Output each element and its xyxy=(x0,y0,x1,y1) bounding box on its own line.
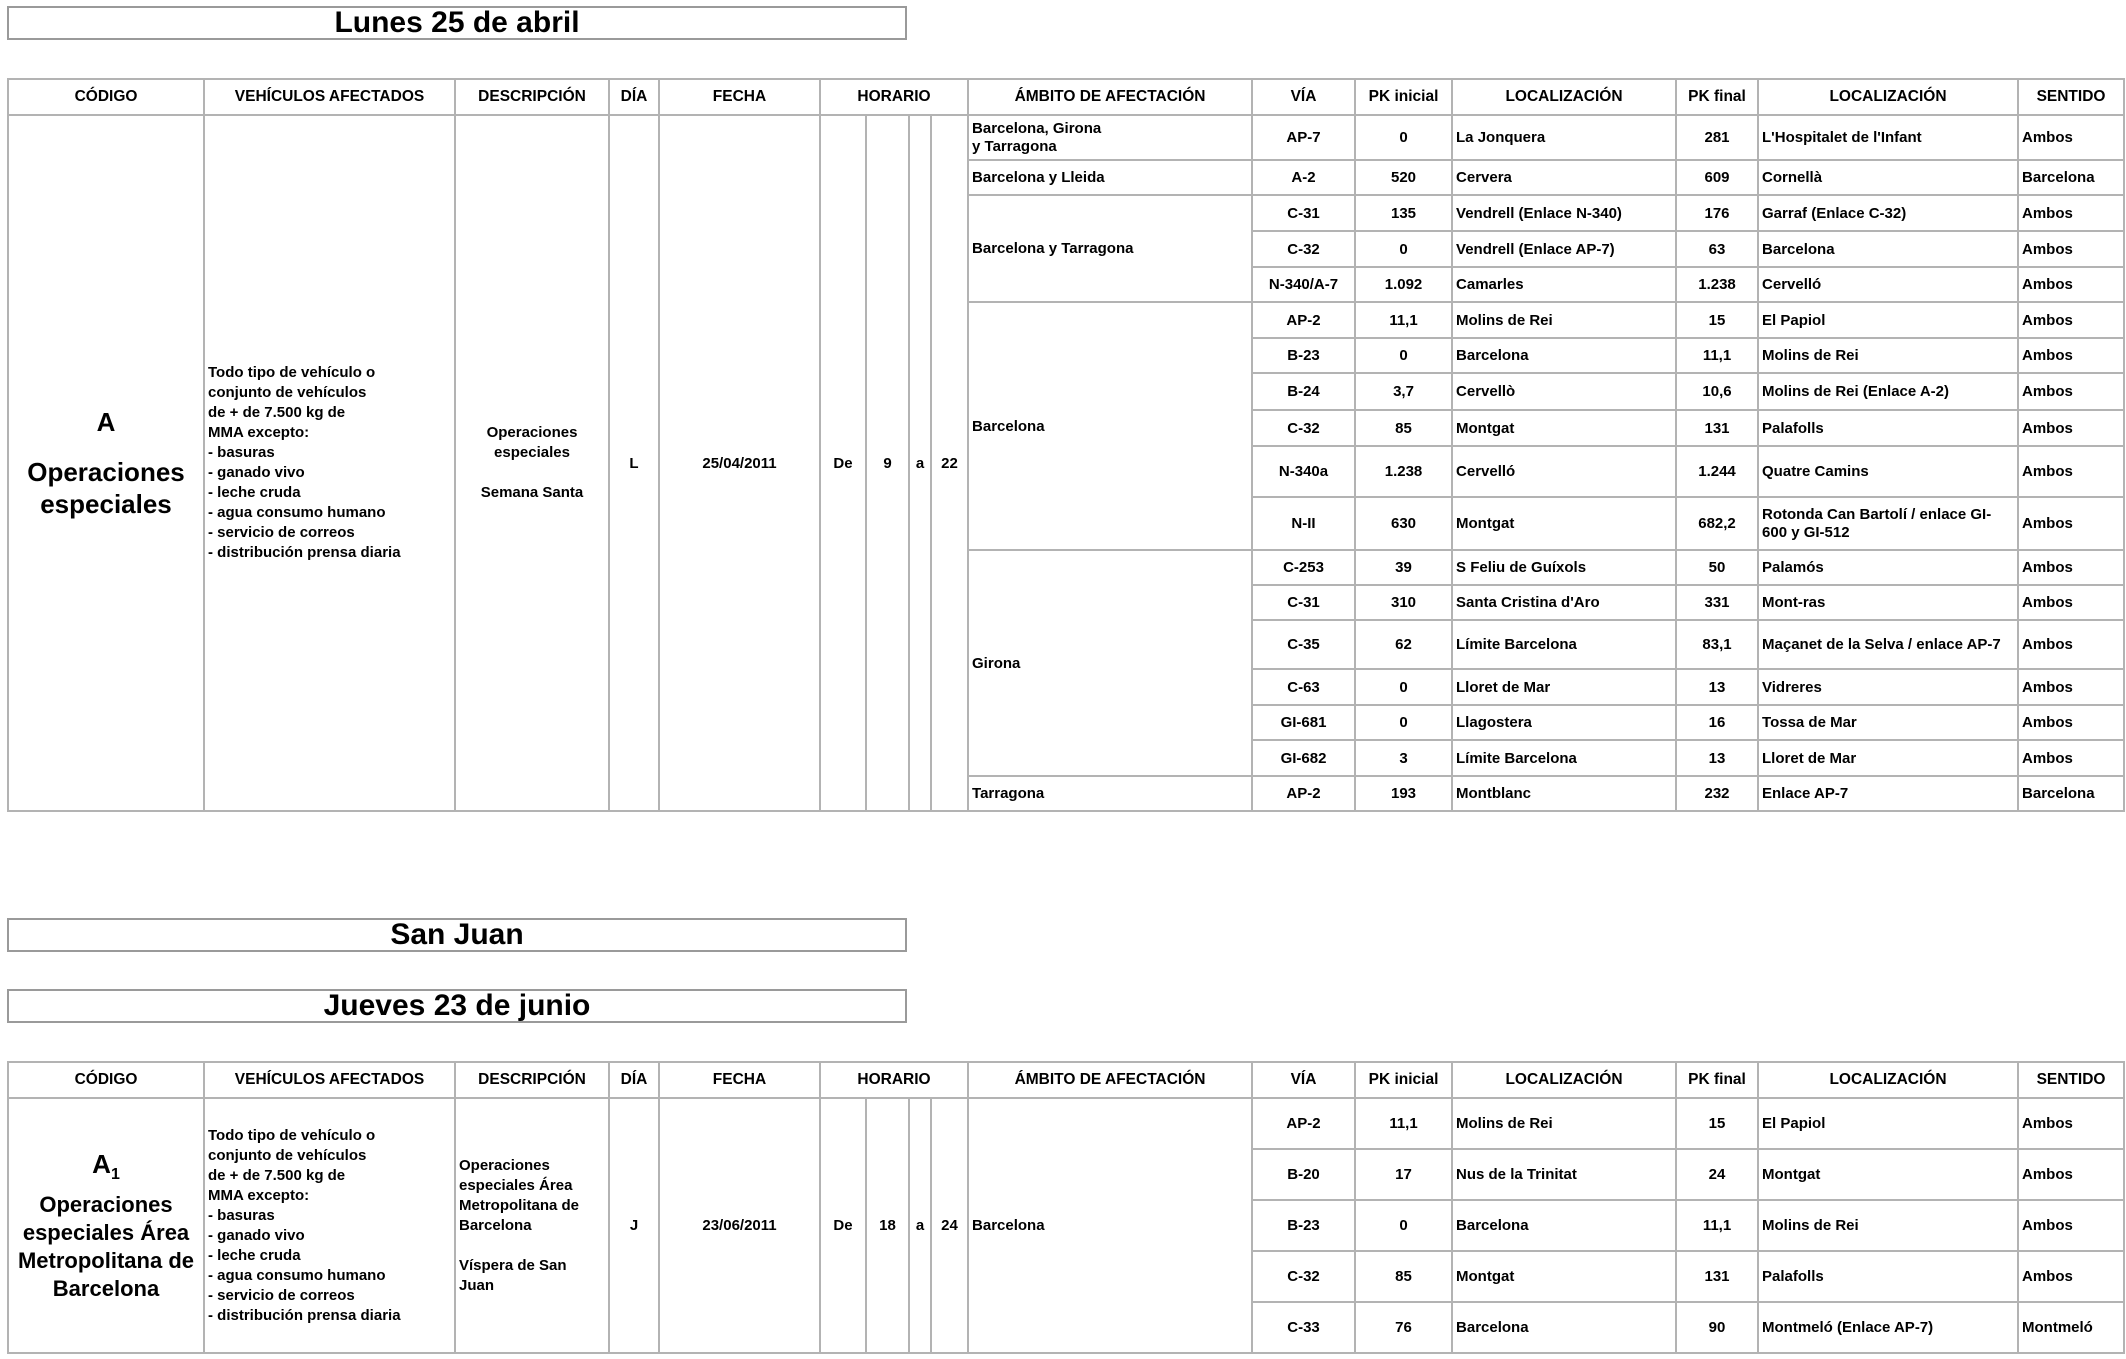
code-cell xyxy=(8,1098,204,1353)
from-hour: 18 xyxy=(866,1098,909,1353)
code-letter: A xyxy=(96,407,116,437)
header-localizacion-final: LOCALIZACIÓN xyxy=(1758,79,2018,115)
location-start-cell: Cervera xyxy=(1452,160,1676,195)
location-end-cell: Montgat xyxy=(1758,1149,2018,1200)
location-end-cell: Vidreres xyxy=(1758,669,2018,705)
header-pk-final: PK final xyxy=(1676,79,1758,115)
header-localizacion-inicial: LOCALIZACIÓN xyxy=(1452,79,1676,115)
header-codigo: CÓDIGO xyxy=(8,1062,204,1098)
pk-end-cell: 131 xyxy=(1676,410,1758,446)
location-start-cell: Lloret de Mar xyxy=(1452,669,1676,705)
pk-start-cell: 17 xyxy=(1355,1149,1452,1200)
via-cell: B-24 xyxy=(1252,373,1355,410)
direction-cell: Ambos xyxy=(2018,585,2124,620)
restriction-table xyxy=(7,78,2125,812)
pk-end-cell: 90 xyxy=(1676,1302,1758,1353)
day-cell: L xyxy=(609,115,659,811)
scope-cell: Barcelona y Tarragona xyxy=(968,195,1252,302)
header-pk-inicial: PK inicial xyxy=(1355,79,1452,115)
pk-start-cell: 310 xyxy=(1355,585,1452,620)
pk-start-cell: 135 xyxy=(1355,195,1452,231)
via-cell: C-32 xyxy=(1252,1251,1355,1302)
header-fecha: FECHA xyxy=(659,1062,820,1098)
via-cell: N-340/A-7 xyxy=(1252,267,1355,302)
pk-end-cell: 24 xyxy=(1676,1149,1758,1200)
header-localizacion-inicial: LOCALIZACIÓN xyxy=(1452,1062,1676,1098)
pk-end-cell: 15 xyxy=(1676,302,1758,338)
direction-cell: Ambos xyxy=(2018,302,2124,338)
scope-cell: Barcelona xyxy=(968,302,1252,550)
pk-start-cell: 62 xyxy=(1355,620,1452,669)
location-end-cell: Cornellà xyxy=(1758,160,2018,195)
location-end-cell: L'Hospitalet de l'Infant xyxy=(1758,115,2018,160)
location-end-cell: Mont-ras xyxy=(1758,585,2018,620)
location-start-cell: Santa Cristina d'Aro xyxy=(1452,585,1676,620)
scope-cell: Tarragona xyxy=(968,776,1252,811)
section-title: Lunes 25 de abril xyxy=(7,6,907,40)
pk-end-cell: 15 xyxy=(1676,1098,1758,1149)
via-cell: C-33 xyxy=(1252,1302,1355,1353)
via-cell: C-32 xyxy=(1252,410,1355,446)
pk-end-cell: 682,2 xyxy=(1676,497,1758,550)
header-sentido: SENTIDO xyxy=(2018,79,2124,115)
table-row xyxy=(8,115,2124,160)
pk-end-cell: 131 xyxy=(1676,1251,1758,1302)
pk-start-cell: 3 xyxy=(1355,740,1452,776)
location-start-cell: Montgat xyxy=(1452,1251,1676,1302)
code-name: Operaciones especiales xyxy=(27,457,185,519)
via-cell: AP-2 xyxy=(1252,1098,1355,1149)
location-end-cell: Cervelló xyxy=(1758,267,2018,302)
direction-cell: Ambos xyxy=(2018,373,2124,410)
location-start-cell: Camarles xyxy=(1452,267,1676,302)
direction-cell: Ambos xyxy=(2018,267,2124,302)
pk-end-cell: 13 xyxy=(1676,669,1758,705)
pk-end-cell: 11,1 xyxy=(1676,338,1758,373)
table-header-row xyxy=(8,79,2124,115)
to-hour: 22 xyxy=(931,115,968,811)
pk-start-cell: 0 xyxy=(1355,669,1452,705)
header-vehiculos: VEHÍCULOS AFECTADOS xyxy=(204,1062,455,1098)
location-end-cell: El Papiol xyxy=(1758,302,2018,338)
location-start-cell: S Feliu de Guíxols xyxy=(1452,550,1676,585)
header-ambito: ÁMBITO DE AFECTACIÓN xyxy=(968,79,1252,115)
location-end-cell: Molins de Rei xyxy=(1758,338,2018,373)
from-label: De xyxy=(820,115,866,811)
to-hour: 24 xyxy=(931,1098,968,1353)
direction-cell: Barcelona xyxy=(2018,160,2124,195)
header-sentido: SENTIDO xyxy=(2018,1062,2124,1098)
header-pk-final: PK final xyxy=(1676,1062,1758,1098)
header-horario: HORARIO xyxy=(820,79,968,115)
location-end-cell: Maçanet de la Selva / enlace AP-7 xyxy=(1758,620,2018,669)
restriction-table xyxy=(7,1061,2125,1354)
direction-cell: Ambos xyxy=(2018,1200,2124,1251)
code-letter: $A_1$ xyxy=(92,1148,120,1184)
day-cell: J xyxy=(609,1098,659,1353)
pk-end-cell: 83,1 xyxy=(1676,620,1758,669)
location-start-cell: Barcelona xyxy=(1452,338,1676,373)
pk-end-cell: 63 xyxy=(1676,231,1758,267)
location-start-cell: Cervellò xyxy=(1452,373,1676,410)
via-cell: N-II xyxy=(1252,497,1355,550)
location-start-cell: Montgat xyxy=(1452,410,1676,446)
location-end-cell: Molins de Rei xyxy=(1758,1200,2018,1251)
location-start-cell: Cervelló xyxy=(1452,446,1676,497)
section-title: Jueves 23 de junio xyxy=(7,989,907,1023)
pk-end-cell: 1.238 xyxy=(1676,267,1758,302)
direction-cell: Ambos xyxy=(2018,620,2124,669)
header-localizacion-final: LOCALIZACIÓN xyxy=(1758,1062,2018,1098)
pk-start-cell: 3,7 xyxy=(1355,373,1452,410)
pk-end-cell: 13 xyxy=(1676,740,1758,776)
location-end-cell: Palamós xyxy=(1758,550,2018,585)
pk-start-cell: 1.092 xyxy=(1355,267,1452,302)
scope-cell: Girona xyxy=(968,550,1252,776)
vehicles-cell: Todo tipo de vehículo o conjunto de vehículos de + de 7.500 kg de MMA excepto: - basuras - ganado vivo - leche cruda - agua consumo humano - servicio de correos - distribución prensa diaria xyxy=(204,1098,455,1353)
pk-start-cell: 85 xyxy=(1355,410,1452,446)
location-start-cell: Llagostera xyxy=(1452,705,1676,740)
pk-start-cell: 520 xyxy=(1355,160,1452,195)
header-fecha: FECHA xyxy=(659,79,820,115)
via-cell: C-63 xyxy=(1252,669,1355,705)
pk-start-cell: 76 xyxy=(1355,1302,1452,1353)
location-end-cell: Quatre Camins xyxy=(1758,446,2018,497)
location-end-cell: Palafolls xyxy=(1758,1251,2018,1302)
pk-start-cell: 85 xyxy=(1355,1251,1452,1302)
via-cell: B-23 xyxy=(1252,338,1355,373)
pk-end-cell: 10,6 xyxy=(1676,373,1758,410)
direction-cell: Ambos xyxy=(2018,115,2124,160)
pk-start-cell: 11,1 xyxy=(1355,302,1452,338)
direction-cell: Ambos xyxy=(2018,195,2124,231)
direction-cell: Ambos xyxy=(2018,705,2124,740)
location-start-cell: Vendrell (Enlace N-340) xyxy=(1452,195,1676,231)
scope-cell: Barcelona y Lleida xyxy=(968,160,1252,195)
header-pk-inicial: PK inicial xyxy=(1355,1062,1452,1098)
scope-cell: Barcelona xyxy=(968,1098,1252,1353)
location-start-cell: Nus de la Trinitat xyxy=(1452,1149,1676,1200)
location-end-cell: Barcelona xyxy=(1758,231,2018,267)
location-end-cell: El Papiol xyxy=(1758,1098,2018,1149)
date-cell: 23/06/2011 xyxy=(659,1098,820,1353)
location-end-cell: Tossa de Mar xyxy=(1758,705,2018,740)
location-end-cell: Montmeló (Enlace AP-7) xyxy=(1758,1302,2018,1353)
direction-cell: Ambos xyxy=(2018,1098,2124,1149)
header-dia: DÍA xyxy=(609,1062,659,1098)
via-cell: N-340a xyxy=(1252,446,1355,497)
to-label: a xyxy=(909,1098,931,1353)
table-row xyxy=(8,1098,2124,1149)
pk-end-cell: 16 xyxy=(1676,705,1758,740)
pk-end-cell: 50 xyxy=(1676,550,1758,585)
location-end-cell: Molins de Rei (Enlace A-2) xyxy=(1758,373,2018,410)
pk-start-cell: 0 xyxy=(1355,1200,1452,1251)
description-cell: Operaciones especiales Área Metropolitana de Barcelona Víspera de San Juan xyxy=(455,1098,609,1353)
from-label: De xyxy=(820,1098,866,1353)
pk-start-cell: 0 xyxy=(1355,338,1452,373)
header-descripcion: DESCRIPCIÓN xyxy=(455,79,609,115)
scope-cell: Barcelona, Girona y Tarragona xyxy=(968,115,1252,160)
direction-cell: Ambos xyxy=(2018,410,2124,446)
header-horario: HORARIO xyxy=(820,1062,968,1098)
location-end-cell: Enlace AP-7 xyxy=(1758,776,2018,811)
event-title: San Juan xyxy=(7,918,907,952)
location-start-cell: Montblanc xyxy=(1452,776,1676,811)
table-header-row xyxy=(8,1062,2124,1098)
direction-cell: Ambos xyxy=(2018,231,2124,267)
header-codigo: CÓDIGO xyxy=(8,79,204,115)
direction-cell: Barcelona xyxy=(2018,776,2124,811)
location-end-cell: Rotonda Can Bartolí / enlace GI-600 y GI-512 xyxy=(1758,497,2018,550)
header-vehiculos: VEHÍCULOS AFECTADOS xyxy=(204,79,455,115)
via-cell: AP-2 xyxy=(1252,302,1355,338)
location-start-cell: Vendrell (Enlace AP-7) xyxy=(1452,231,1676,267)
pk-end-cell: 11,1 xyxy=(1676,1200,1758,1251)
pk-start-cell: 11,1 xyxy=(1355,1098,1452,1149)
direction-cell: Ambos xyxy=(2018,497,2124,550)
date-cell: 25/04/2011 xyxy=(659,115,820,811)
pk-start-cell: 39 xyxy=(1355,550,1452,585)
location-start-cell: Molins de Rei xyxy=(1452,302,1676,338)
direction-cell: Ambos xyxy=(2018,338,2124,373)
pk-end-cell: 331 xyxy=(1676,585,1758,620)
location-start-cell: La Jonquera xyxy=(1452,115,1676,160)
direction-cell: Ambos xyxy=(2018,1149,2124,1200)
location-start-cell: Barcelona xyxy=(1452,1302,1676,1353)
header-ambito: ÁMBITO DE AFECTACIÓN xyxy=(968,1062,1252,1098)
via-cell: C-31 xyxy=(1252,585,1355,620)
header-descripcion: DESCRIPCIÓN xyxy=(455,1062,609,1098)
pk-start-cell: 0 xyxy=(1355,115,1452,160)
via-cell: C-32 xyxy=(1252,231,1355,267)
header-dia: DÍA xyxy=(609,79,659,115)
via-cell: A-2 xyxy=(1252,160,1355,195)
pk-start-cell: 630 xyxy=(1355,497,1452,550)
pk-end-cell: 609 xyxy=(1676,160,1758,195)
code-name: Operaciones especiales Área Metropolitana de Barcelona xyxy=(17,1192,194,1302)
via-cell: C-253 xyxy=(1252,550,1355,585)
code-subscript: 1 xyxy=(110,1166,120,1184)
header-via: VÍA xyxy=(1252,1062,1355,1098)
to-label: a xyxy=(909,115,931,811)
pk-start-cell: 1.238 xyxy=(1355,446,1452,497)
pk-end-cell: 1.244 xyxy=(1676,446,1758,497)
pk-end-cell: 232 xyxy=(1676,776,1758,811)
direction-cell: Ambos xyxy=(2018,740,2124,776)
location-end-cell: Garraf (Enlace C-32) xyxy=(1758,195,2018,231)
location-end-cell: Palafolls xyxy=(1758,410,2018,446)
via-cell: GI-681 xyxy=(1252,705,1355,740)
direction-cell: Ambos xyxy=(2018,446,2124,497)
via-cell: AP-7 xyxy=(1252,115,1355,160)
direction-cell: Ambos xyxy=(2018,550,2124,585)
direction-cell: Ambos xyxy=(2018,669,2124,705)
direction-cell: Ambos xyxy=(2018,1251,2124,1302)
via-cell: B-20 xyxy=(1252,1149,1355,1200)
location-start-cell: Barcelona xyxy=(1452,1200,1676,1251)
via-cell: AP-2 xyxy=(1252,776,1355,811)
pk-start-cell: 0 xyxy=(1355,231,1452,267)
direction-cell: Montmeló xyxy=(2018,1302,2124,1353)
via-cell: GI-682 xyxy=(1252,740,1355,776)
vehicles-cell: Todo tipo de vehículo o conjunto de vehículos de + de 7.500 kg de MMA excepto: - basuras - ganado vivo - leche cruda - agua consumo humano - servicio de correos - distribución prensa diaria xyxy=(204,115,455,811)
via-cell: C-31 xyxy=(1252,195,1355,231)
location-start-cell: Montgat xyxy=(1452,497,1676,550)
header-via: VÍA xyxy=(1252,79,1355,115)
pk-end-cell: 281 xyxy=(1676,115,1758,160)
location-end-cell: Lloret de Mar xyxy=(1758,740,2018,776)
pk-end-cell: 176 xyxy=(1676,195,1758,231)
pk-start-cell: 193 xyxy=(1355,776,1452,811)
pk-start-cell: 0 xyxy=(1355,705,1452,740)
via-cell: B-23 xyxy=(1252,1200,1355,1251)
location-start-cell: Límite Barcelona xyxy=(1452,740,1676,776)
code-cell xyxy=(8,115,204,811)
description-cell: Operaciones especiales Semana Santa xyxy=(455,115,609,811)
via-cell: C-35 xyxy=(1252,620,1355,669)
location-start-cell: Molins de Rei xyxy=(1452,1098,1676,1149)
location-start-cell: Límite Barcelona xyxy=(1452,620,1676,669)
from-hour: 9 xyxy=(866,115,909,811)
